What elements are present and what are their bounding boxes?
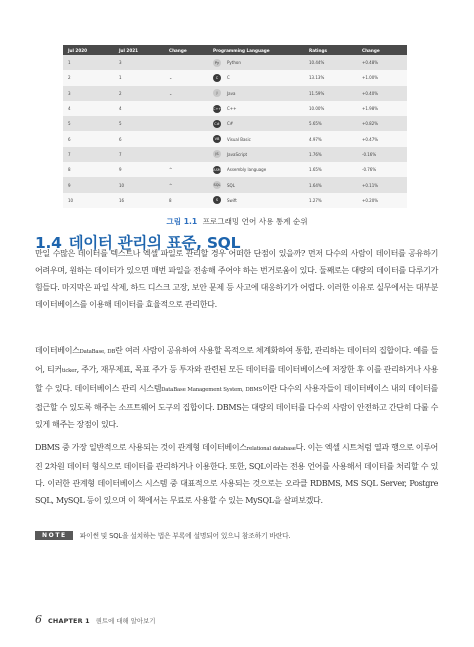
rank-jul-2021: 6: [114, 131, 164, 146]
chapter-title: 퀀트에 대해 알아보기: [95, 617, 156, 625]
language-rating-change: +0.11%: [357, 177, 407, 192]
csharp-logo-icon: C#: [214, 121, 220, 126]
header-jul-2021: Jul 2021: [114, 45, 164, 55]
note-box: [35, 530, 290, 540]
table-row: [63, 86, 407, 101]
term-footnote-ticker: ticker: [61, 368, 77, 375]
term-footnote-dbms: DataBase Management System, DBMS: [161, 387, 263, 394]
language-cell: [208, 131, 304, 146]
python-logo-icon: Py: [214, 60, 220, 65]
javascript-logo-icon: JS: [213, 150, 221, 158]
rank-jul-2020: 2: [63, 70, 114, 85]
rank-jul-2020: 4: [63, 101, 114, 116]
rank-change-symbol: [164, 116, 208, 131]
rank-change-symbol: [164, 147, 208, 162]
table-row: [63, 193, 407, 208]
c-logo-icon: C: [213, 74, 221, 82]
language-rating: 13.13%: [304, 70, 357, 85]
rank-jul-2021: 2: [114, 86, 164, 101]
figure-caption: [0, 216, 474, 227]
rank-jul-2021: 4: [114, 101, 164, 116]
language-rating: 1.27%: [304, 193, 357, 208]
paragraph-3-text-b: 다. 이는 엑셀 시트처럼 열과 행으로 이루어진 2차원 데이터 형식으로 데이터를 관리하거나 이용한다. 또한, SQL이라는 전용 언어를 사용해서 데이터를 처리할 수 있다. 이러한 관계형 데이터베이스 시스템 중 대표적으로 사용되는 것으로는 오라클 RDBMS, MS SQL Server, Postgre SQL, MySQL 등이 있으며 이 책에서는 무료로 사용할 수 있는 MySQL을 살펴보겠다.: [35, 443, 438, 506]
language-rating: 4.97%: [304, 131, 357, 146]
language-ranking-table: [63, 45, 407, 208]
rank-change-indicator: ⌄: [169, 75, 173, 81]
rank-change-symbol: [164, 70, 208, 85]
language-rating: 1.76%: [304, 147, 357, 162]
language-name: C: [227, 75, 230, 81]
language-rating-change: +0.20%: [357, 193, 407, 208]
paragraph-3: [35, 439, 438, 509]
rank-jul-2020: 8: [63, 162, 114, 177]
sql-logo-icon: SQL: [213, 183, 221, 188]
header-programming-language: Programming Language: [208, 45, 304, 55]
language-name: Python: [227, 60, 241, 66]
rank-change-indicator: ^: [169, 182, 173, 188]
language-name: Swift: [227, 197, 237, 203]
rank-change-symbol: [164, 193, 208, 208]
paragraph-2-text-b: 란 여러 사람이 공유하여 사용할 목적으로 체계화하여 통합, 관리하는 데이터의 집합이다. 예를 들어, 티커: [35, 346, 439, 375]
header-change: Change: [164, 45, 208, 55]
language-ranking-figure: [63, 45, 407, 208]
rank-change-symbol: [164, 101, 208, 116]
note-badge: NOTE: [35, 531, 73, 540]
language-cell: [208, 162, 304, 177]
rank-change-symbol: [164, 177, 208, 192]
paragraph-2-text-a: 데이터베이스: [35, 346, 80, 355]
rank-jul-2020: 10: [63, 193, 114, 208]
language-cell: [208, 70, 304, 85]
language-rating-change: +0.48%: [357, 55, 407, 70]
java-logo-icon: J: [213, 89, 221, 97]
language-name: JavaScript: [227, 151, 248, 157]
figure-number: 그림 1.1: [166, 217, 198, 226]
note-text: 파이썬 및 SQL을 설치하는 법은 부록에 설명되어 있으니 참조하기 바란다.: [79, 532, 291, 540]
table-row: [63, 70, 407, 85]
rank-change-symbol: [164, 86, 208, 101]
rank-jul-2021: 16: [114, 193, 164, 208]
language-rating: 5.65%: [304, 116, 357, 131]
chapter-label: CHAPTER 1: [48, 617, 90, 625]
language-cell: [208, 147, 304, 162]
language-rating-change: +1.00%: [357, 70, 407, 85]
term-footnote-database: DataBase, DB: [79, 349, 116, 355]
table-row: [63, 55, 407, 70]
rank-jul-2021: 1: [114, 70, 164, 85]
table-row: [63, 147, 407, 162]
language-name: Assembly language: [227, 167, 267, 173]
language-rating-change: -0.76%: [357, 162, 407, 177]
language-cell: [208, 55, 304, 70]
rank-jul-2021: 3: [114, 55, 164, 70]
rank-jul-2021: 7: [114, 147, 164, 162]
paragraph-1-text: 만일 수많은 데이터를 텍스트나 엑셀 파일로 관리할 경우 어떠한 단점이 있을까? 먼저 다수의 사람이 데이터를 공유하기 어려우며, 원하는 데이터가 있으면 매번 파일을 전송해 주어야 하는 번거로움이 있다. 둘째로는 대량의 데이터를 다루기가 힘들다. 마지막은 파일 삭제, 하드 디스크 고장, 보안 문제 등 사고에 대응하기가 어렵다. 이러한 이유로 실무에서는 대부분 데이터베이스를 이용해 데이터를 효율적으로 관리한다.: [35, 249, 438, 310]
rank-change-symbol: [164, 162, 208, 177]
rank-jul-2020: 7: [63, 147, 114, 162]
rank-jul-2020: 3: [63, 86, 114, 101]
language-name: C#: [227, 121, 234, 127]
table-body: [63, 55, 407, 208]
table-row: [63, 101, 407, 116]
table-row: [63, 131, 407, 146]
language-rating-change: +0.82%: [357, 116, 407, 131]
rank-jul-2020: 1: [63, 55, 114, 70]
table-header-row: [63, 45, 407, 55]
language-rating: 1.65%: [304, 162, 357, 177]
rank-change-symbol: [164, 55, 208, 70]
language-rating: 10.00%: [304, 101, 357, 116]
language-name: C++: [227, 106, 237, 112]
visual-basic-logo-icon: VB: [214, 137, 220, 142]
table-row: [63, 116, 407, 131]
paragraph-3-text-a: DBMS 중 가장 일반적으로 사용되는 것이 관계형 데이터베이스: [35, 443, 247, 452]
swift-logo-icon: S: [213, 196, 221, 204]
language-name: Java: [227, 90, 236, 96]
table-row: [63, 162, 407, 177]
language-rating-change: +0.47%: [357, 131, 407, 146]
paragraph-2-text-c: , 주가, 재무제표, 목표 주가 등 투자와 관련된 모든 데이터를 데이터베이스에 저장한 후 이를 관리하거나 사용할 수 있다. 데이터베이스 관리 시스템: [35, 365, 438, 394]
rank-change-indicator: 8: [169, 197, 172, 203]
language-name: Visual Basic: [227, 136, 251, 142]
language-rating-change: -0.16%: [357, 147, 407, 162]
section-number: 1.4: [35, 234, 62, 252]
language-rating-change: +1.98%: [357, 101, 407, 116]
language-cell: [208, 177, 304, 192]
table-row: [63, 177, 407, 192]
rank-change-indicator: ⌄: [169, 90, 173, 96]
page-footer: [35, 613, 155, 626]
paragraph-2-text-d: 이란 다수의 사용자들이 데이터베이스 내의 데이터를 접근할 수 있도록 해주는 소프트웨어 도구의 집합이다. DBMS는 대량의 데이터를 다수의 사람이 안전하고 간단히 다룰 수 있게 해주는 장점이 있다.: [35, 384, 438, 430]
figure-caption-text: 프로그래밍 언어 사용 통계 순위: [202, 217, 308, 226]
section-title: 데이터 관리의 표준, SQL: [68, 234, 241, 252]
header-jul-2020: Jul 2020: [63, 45, 114, 55]
term-footnote-relational-db: relational database: [246, 446, 296, 452]
rank-change-symbol: [164, 131, 208, 146]
language-cell: [208, 86, 304, 101]
cpp-logo-icon: C++: [213, 106, 221, 111]
rank-change-indicator: ^: [169, 167, 173, 173]
page-number: 6: [35, 613, 42, 626]
assembly-logo-icon: ASM: [213, 167, 221, 172]
header-ratings: Ratings: [304, 45, 357, 55]
language-rating: 11.59%: [304, 86, 357, 101]
language-cell: [208, 193, 304, 208]
language-name: SQL: [227, 182, 235, 188]
rank-jul-2020: 6: [63, 131, 114, 146]
paragraph-1: [35, 245, 438, 313]
language-rating: 1.64%: [304, 177, 357, 192]
language-cell: [208, 101, 304, 116]
rank-jul-2021: 5: [114, 116, 164, 131]
paragraph-2: [35, 342, 438, 433]
rank-jul-2021: 9: [114, 162, 164, 177]
language-rating-change: +0.40%: [357, 86, 407, 101]
rank-jul-2020: 9: [63, 177, 114, 192]
rank-jul-2021: 10: [114, 177, 164, 192]
header-rating-change: Change: [357, 45, 407, 55]
language-cell: [208, 116, 304, 131]
rank-jul-2020: 5: [63, 116, 114, 131]
language-rating: 10.44%: [304, 55, 357, 70]
